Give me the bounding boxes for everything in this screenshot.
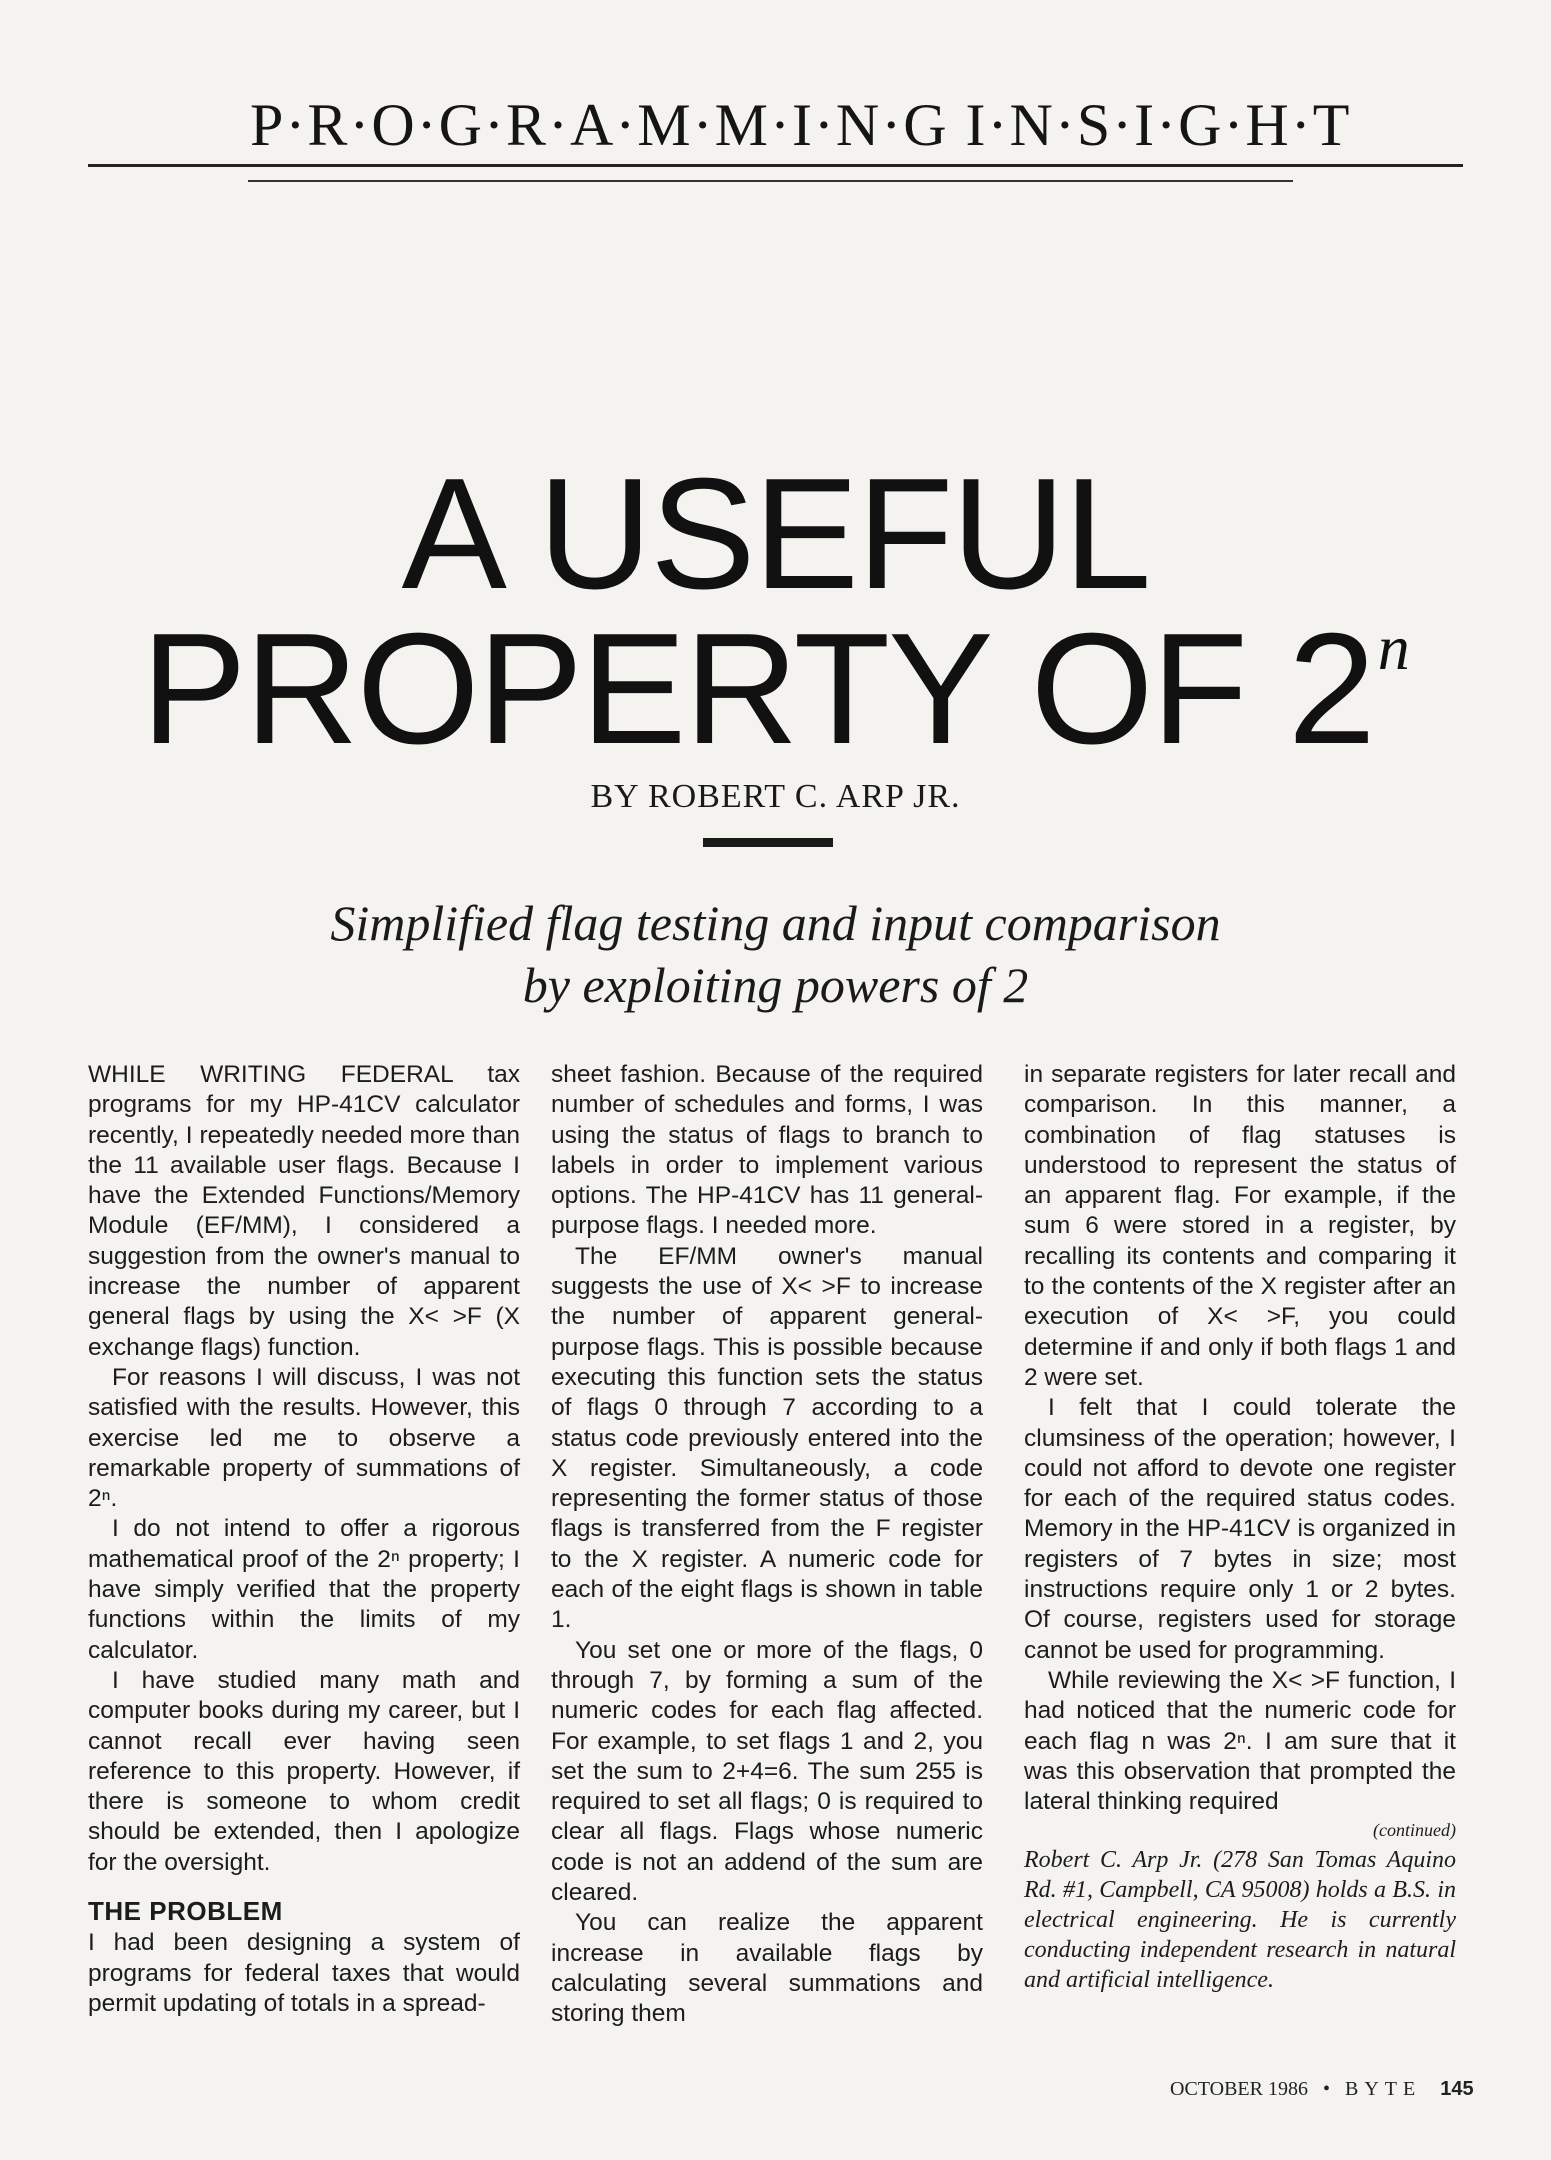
deck-line-2: by exploiting powers of 2 [522, 957, 1029, 1013]
body-column-3 [1024, 1060, 1456, 1995]
page-footer [1170, 2078, 1474, 2101]
page-number: 145 [1440, 2078, 1474, 2100]
continued-note: (continued) [1373, 1820, 1456, 1841]
paragraph: While reviewing the X< >F function, I had noticed that the numeric code for each flag n was 2ⁿ. I am sure that it was this observation that prompted the lateral thinking required [1024, 1666, 1456, 1816]
footer-separator: • [1322, 2078, 1330, 2100]
header-rule-thick [88, 164, 1463, 167]
section-kicker: P·R·O·G·R·A·M·M·I·N·G I·N·S·I·G·H·T [250, 92, 1352, 158]
header-rule-thin [248, 180, 1293, 182]
title-superscript: n [1377, 612, 1410, 683]
paragraph: You can realize the apparent increase in available flags by calculating several summations and storing them [551, 1909, 983, 2028]
body-column-2 [551, 1060, 983, 2030]
deck [0, 892, 1551, 1016]
paragraph: in separate registers for later recall and comparison. In this manner, a combination of flag statuses is understood to represent the status of an apparent flag. For example, if the sum 6 were stored in a register, by recalling its contents and comparing it to the contents of the X register after an execution of X< >F, you could determine if and only if both flags 1 and 2 were set. [1024, 1061, 1456, 1391]
author-bio: Robert C. Arp Jr. (278 San Tomas Aquino Rd. #1, Campbell, CA 95008) holds a B.S. in electrical engineering. He is currently conducting independent research in natural and artificial intelligence. [1024, 1847, 1456, 1994]
byline: BY ROBERT C. ARP JR. [590, 778, 961, 815]
paragraph: sheet fashion. Because of the required number of schedules and forms, I was using the status of flags to branch to labels in order to implement various options. The HP-41CV has 11 general-purpose flags. I needed more. [551, 1061, 983, 1240]
byline-bar [703, 838, 833, 847]
paragraph: I felt that I could tolerate the clumsiness of the operation; however, I could not afford to devote one register for each of the required status codes. Memory in the HP-41CV is organized in registers of 7 bytes in size; most instructions require only 1 or 2 bytes. Of course, registers used for storage cannot be used for programming. [1024, 1394, 1456, 1664]
magazine-name: BYTE [1345, 2078, 1422, 2100]
body-column-1 [88, 1060, 520, 2019]
title-line-1: A USEFUL [401, 446, 1150, 622]
deck-line-1: Simplified flag testing and input comparison [330, 895, 1221, 951]
paragraph: The EF/MM owner's manual suggests the use of X< >F to increase the number of apparent general-purpose flags. This is possible because executing this function sets the status of flags 0 through 7 according to a status code previously entered into the X register. Simultaneously, a code representing the former status of those flags is transferred from the F register to the X register. A numeric code for each of the eight flags is shown in table 1. [551, 1242, 983, 1634]
paragraph: For reasons I will discuss, I was not satisfied with the results. However, this exercise led me to observe a remarkable property of summations of 2ⁿ. [88, 1363, 520, 1513]
paragraph: I had been designing a system of programs for federal taxes that would permit updating of totals in a spread- [88, 1929, 520, 2017]
section-heading: THE PROBLEM [88, 1896, 283, 1927]
paragraph: I do not intend to offer a rigorous mathematical proof of the 2ⁿ property; I have simply verified that the property functions within the limits of my calculator. [88, 1515, 520, 1664]
title-line-2 [0, 601, 1551, 777]
paragraph: I have studied many math and computer books during my career, but I cannot recall ever having seen reference to this property. However, if there is someone to whom credit should be extended, then I apologize for the oversight. [88, 1666, 520, 1876]
paragraph: WHILE WRITING FEDERAL tax programs for my HP-41CV calculator recently, I repeatedly needed more than the 11 available user flags. Because I have the Extended Functions/Memory Module (EF/MM), I considered a suggestion from the owner's manual to increase the number of apparent general flags by using the X< >F (X exchange flags) function. [88, 1061, 520, 1361]
title-line-2-text: PROPERTY OF 2 [141, 601, 1374, 777]
issue-date: OCTOBER 1986 [1170, 2078, 1308, 2100]
paragraph: You set one or more of the flags, 0 through 7, by forming a sum of the numeric codes for each flag affected. For example, to set flags 1 and 2, you set the sum to 2+4=6. The sum 255 is required to set all flags; 0 is required to clear all flags. Flags whose numeric code is not an addend of the sum are cleared. [551, 1636, 983, 1907]
